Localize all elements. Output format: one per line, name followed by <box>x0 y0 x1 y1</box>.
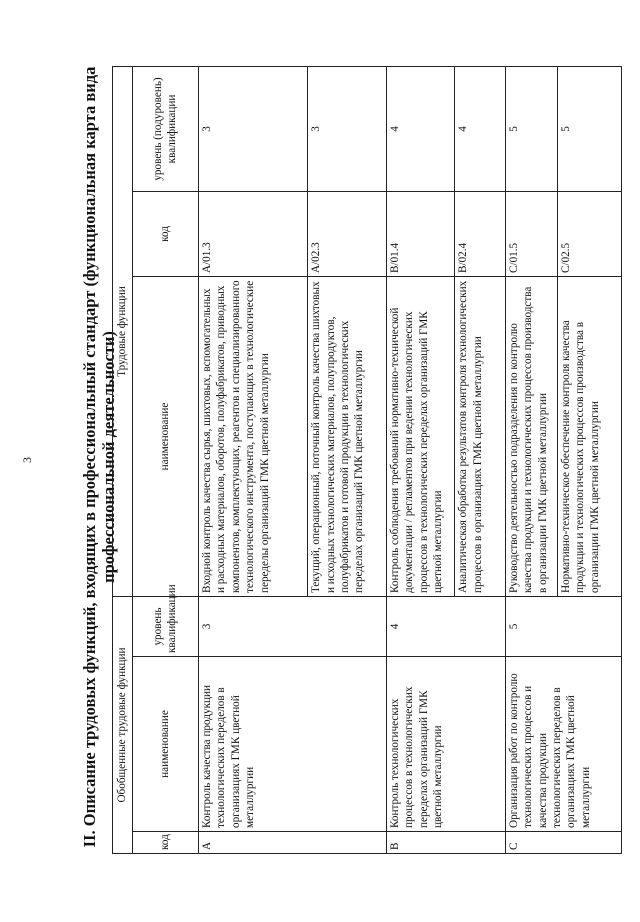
function-code: B/02.4 <box>455 192 506 277</box>
function-level: 3 <box>198 67 307 192</box>
function-level: 5 <box>505 67 557 192</box>
function-level: 4 <box>455 67 506 192</box>
function-code: C/01.5 <box>505 192 557 277</box>
group-level: 4 <box>386 597 505 657</box>
header-labor-functions: Трудовые функции <box>113 67 133 597</box>
section-title-line-2: профессиональной деятельности) <box>99 331 118 583</box>
section-title-line-1: II. Описание трудовых функций, входящих в профессиональный стандарт (функциональная карта вида <box>80 66 99 848</box>
header-code: код <box>132 832 198 854</box>
function-code: C/02.5 <box>557 192 621 277</box>
function-name: Контроль соблюдения требований нормативно-технической документации / регламентов при ведении технологических процессов в технологических переделах организаций ГМК цветной металлургии <box>386 277 454 597</box>
function-name: Руководство деятельностью подразделения по контролю качества продукции и технологических процессов производства в организации ГМК цветной металлургии <box>505 277 557 597</box>
function-name: Нормативно-техническое обеспечение контроля качества продукции и технологических процессов производства в организации ГМК цветной металлургии <box>557 277 621 597</box>
header-row-columns <box>132 67 198 854</box>
table-row <box>386 67 454 854</box>
group-code: A <box>198 832 386 854</box>
functional-map-table <box>112 66 622 854</box>
header-tf-name: наименование <box>132 277 198 597</box>
function-level: 4 <box>386 67 454 192</box>
header-tf-level: уровень (подуровень) квалификации <box>132 67 198 192</box>
table-row <box>505 67 557 854</box>
header-row-groups <box>113 67 133 854</box>
group-level: 5 <box>505 597 621 657</box>
table-row <box>198 67 307 854</box>
header-name: наименование <box>132 657 198 832</box>
group-code: B <box>386 832 505 854</box>
function-level: 3 <box>308 67 387 192</box>
function-code: A/02.3 <box>308 192 387 277</box>
function-name: Текущий, операционный, поточный контроль качества шихтовых и исходных технологических материалов, полупродуктов, полуфабрикатов и готовой продукции в технологических переделах организаций ГМК цветной металлургии <box>308 277 387 597</box>
group-level: 3 <box>198 597 386 657</box>
header-generalized-functions: Обобщенные трудовые функции <box>113 597 133 854</box>
header-tf-code: код <box>132 192 198 277</box>
function-code: A/01.3 <box>198 192 307 277</box>
group-code: C <box>505 832 621 854</box>
group-name: Контроль технологических процессов в технологических переделах организаций ГМК цветной металлургии <box>386 657 505 832</box>
function-code: B/01.4 <box>386 192 454 277</box>
page-number: 3 <box>20 457 34 463</box>
group-name: Контроль качества продукции технологических переделов в организациях ГМК цветной металлургии <box>198 657 386 832</box>
function-level: 5 <box>557 67 621 192</box>
header-level: уровень квалификации <box>132 597 198 657</box>
group-name: Организация работ по контролю технологических процессов и качества продукции технологических переделов в организациях ГМК цветной металлургии <box>505 657 621 832</box>
function-name: Входной контроль качества сырья, шихтовых, вспомогательных и расходных материалов, оборотов, полуфабрикатов, приводных компонентов, комплектующих, реагентов и специализированного технологического инструмента, поступающих в технологические переделы организаций ГМК цветной металлургии <box>198 277 307 597</box>
function-name: Аналитическая обработка результатов контроля технологических процессов в организациях ГМК цветной металлургии <box>455 277 506 597</box>
